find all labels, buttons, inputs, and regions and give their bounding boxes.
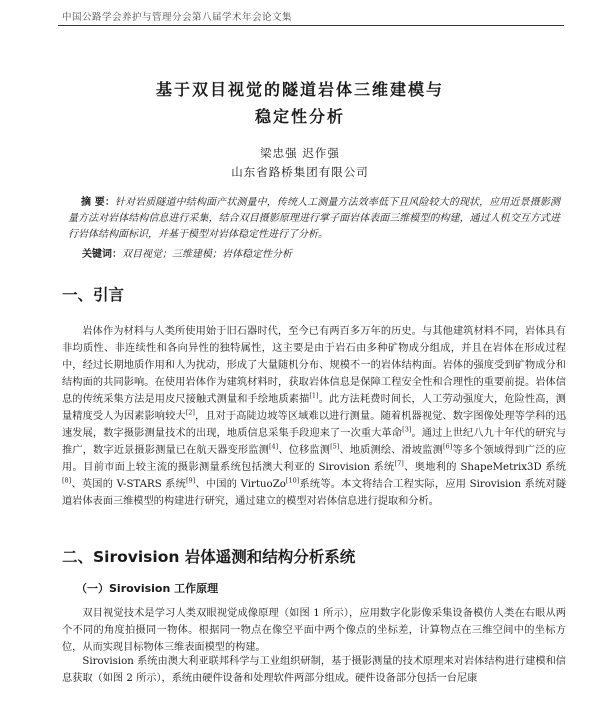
text-run: 。通过上世纪八九十年代的研究与推广，数字近景摄影测量已在航天器变形监测 (62, 428, 567, 456)
citation[interactable]: [9] (186, 476, 196, 485)
keywords-text: 双目视觉；三维建模；岩体稳定性分析 (122, 249, 292, 260)
text-run: 等多个领域得到广泛的应用。目前市面上较主流的摄影测量系统包括澳大利亚的 Sirovision 系统 (62, 445, 567, 473)
citation[interactable]: [1] (309, 391, 319, 400)
text-run: ，且对于高陡边坡等区域难以进行测量。随着机器视觉、数字图像处理等学科的迅速发展，数字摄影测量技术的出现，地质信息采集手段迎来了一次重大革命 (62, 411, 567, 439)
citation[interactable]: [10] (285, 476, 300, 485)
keywords-label: 关键词： (82, 249, 122, 260)
affiliation: 山东省路桥集团有限公司 (231, 165, 369, 179)
system-paragraph: Sirovision 系统由澳大利亚联邦科学与工业组织研制，基于摄影测量的技术原理来对岩体结构进行建模和信息获取（如图 2 所示），系统由硬件设备和处理软件两部分组成。硬件设备部分包括一台尼康 (62, 656, 566, 684)
authors: 梁忠强 迟作强 (260, 146, 340, 160)
principle-paragraph: 双目视觉技术是学习人类双眼视觉成像原理（如图 1 所示），应用数字化影像采集设备模仿人类在右眼从两个不同的角度拍摄同一物体。根据同一物点在像空平面中两个像点的坐标差，计算物点在三维空间中的坐标方位，从而实现目标物体三维表面模型的构建。 (62, 608, 566, 653)
abstract (68, 195, 560, 243)
text-run: 岩体作为材料与人类所使用始于旧石器时代，至今已有两百多万年的历史。与其他建筑材料不同，岩体具有非均质性、非连续性和各向异性的独特属性，这主要是由于岩石由多种矿物成分组成，并且在岩体在形成过程中，经过长期地质作用和人为扰动，形成了大量随机分布、规模不一的岩体结构面。岩体的强度受到矿物成分和结构面的共同影响。在使用岩体作为建筑材料时，获取岩体信息是保障工程安全性和合理性的重要前提。岩体信息的传统采集方法是用皮尺接触式测量和手绘地质素描 (62, 326, 566, 405)
citation[interactable]: [4] (268, 442, 279, 451)
citation[interactable]: [6] (442, 442, 453, 451)
intro-paragraph (62, 323, 566, 510)
text-run: 、中国的 VirtuoZo (195, 479, 286, 490)
paper-title-line-2: 稳定性分析 (254, 107, 345, 126)
text-run: 、英国的 V-STARS 系统 (71, 479, 186, 490)
citation[interactable]: [8] (62, 476, 72, 485)
text-run: 系统等。本文将结合工程实际，应用 Sirovision 系统对隧道岩体表面三维模型的构建进行研究，通过建立的模型对岩体信息进行提取和分析。 (62, 479, 567, 507)
text-run: 、地质测绘、滑坡监测 (339, 445, 443, 456)
section-heading-sirovision: 二、Sirovision 岩体遥测和结构分析系统 (62, 548, 356, 566)
citation[interactable]: [5] (330, 442, 340, 451)
citation[interactable]: [2] (185, 408, 195, 417)
subsection-heading-principle: （一）Sirovision 工作原理 (76, 582, 219, 595)
citation[interactable]: [3] (402, 425, 412, 434)
text-run: 、位移监测 (278, 445, 331, 456)
running-head: 中国公路学会养护与管理分会第八届学术年会论文集 (62, 12, 293, 23)
keywords (82, 245, 292, 260)
section-heading-introduction: 一、引言 (62, 286, 125, 304)
abstract-text: 针对岩质隧道中结构面产状测量中，传统人工测量方法效率低下且风险较大的现状，应用近景摄影测量方法对岩体结构信息进行采集，结合双目摄影原理进行掌子面岩体表面三维模型的构建，通过人机交互方式进行岩体结构面标识，并基于模型对岩体稳定性进行了分析。 (68, 197, 560, 240)
paper-title-line-1: 基于双目视觉的隧道岩体三维建模与 (155, 80, 444, 99)
citation[interactable]: [7] (394, 459, 404, 468)
text-run: 、奥地利的 ShapeMetrix3D 系统 (403, 462, 566, 473)
abstract-label: 摘 要： (81, 197, 115, 208)
header-rule (58, 25, 564, 26)
text-run: 。此方法耗费时间长，人工劳动强度大，危险性高，测量精度受人为因素影响较大 (62, 394, 566, 422)
